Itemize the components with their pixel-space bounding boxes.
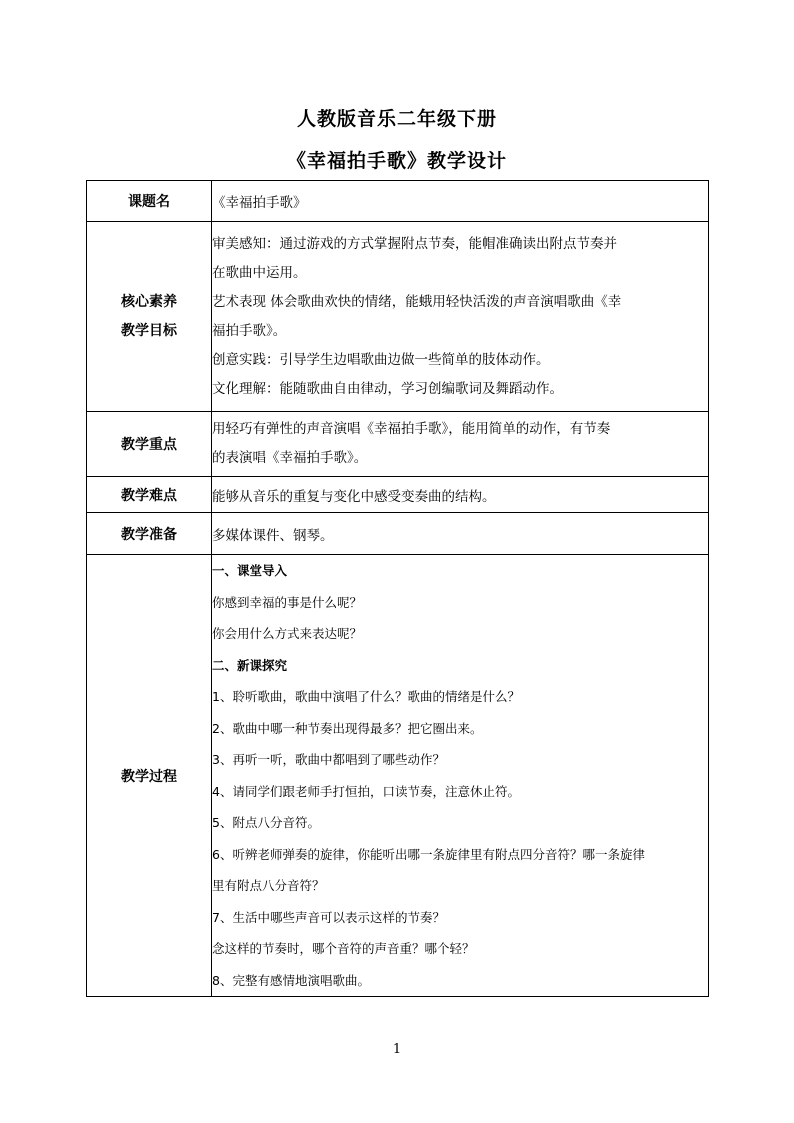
process-line-14: 8、完整有感情地演唱歌曲。 — [212, 972, 370, 988]
process-line-12: 7、生活中哪些声音可以表示这样的节奏？ — [212, 909, 445, 925]
lesson-plan-table — [86, 180, 709, 997]
preparation-label: 教学准备 — [87, 513, 212, 555]
table-row-goals — [87, 222, 709, 412]
table-row-process — [87, 555, 709, 997]
goals-line-4: 福拍手歌》。 — [212, 322, 287, 339]
preparation-value: 多媒体课件、钢琴。 — [212, 513, 709, 555]
key-points-line-1: 用轻巧有弹性的声音演唱《幸福拍手歌》，能用简单的动作，有节奏 — [212, 421, 611, 437]
process-line-4: 二、新课探究 — [212, 657, 288, 673]
goals-label — [87, 222, 212, 412]
document-subtitle: 《幸福拍手歌》教学设计 — [286, 150, 507, 172]
process-line-2: 你感到幸福的事是什么呢？ — [212, 594, 363, 610]
table-row-difficulties — [87, 477, 709, 513]
process-line-13: 念这样的节奏时，哪个音符的声音重？哪个轻？ — [212, 941, 475, 956]
goals-line-1: 审美感知：通过游戏的方式掌握附点节奏，能帽准确读出附点节奏并 — [212, 235, 617, 252]
key-points-content — [212, 412, 709, 477]
process-label: 教学过程 — [87, 555, 212, 997]
process-line-9: 5、附点八分音符。 — [212, 815, 320, 830]
process-line-7: 3、再听一听，歌曲中都唱到了哪些动作？ — [212, 752, 445, 767]
topic-label: 课题名 — [87, 181, 212, 222]
process-line-10: 6、听辨老师弹奏的旋律，你能听出哪一条旋律里有附点四分音符？哪一条旋律 — [212, 846, 645, 862]
goals-label-line-1: 核心素养 — [121, 293, 177, 310]
table-row-preparation — [87, 513, 709, 555]
page-number: 1 — [392, 1042, 402, 1057]
topic-value: 《幸福拍手歌》 — [212, 181, 709, 222]
process-line-3: 你会用什么方式来表达呢？ — [212, 626, 363, 641]
process-line-11: 里有附点八分音符？ — [212, 878, 325, 893]
key-points-line-2: 的表演唱《幸福拍手歌》。 — [212, 450, 368, 466]
process-line-1: 一、课堂导入 — [212, 563, 288, 578]
document-title: 人教版音乐二年级下册 — [296, 108, 497, 130]
process-line-6: 2、歌曲中哪一种节奏出现得最多？把它圈出来。 — [212, 720, 483, 736]
goals-line-2: 在歌曲中运用。 — [212, 264, 307, 281]
key-points-label: 教学重点 — [87, 412, 212, 477]
table-row-topic — [87, 181, 709, 222]
goals-line-3: 艺术表现 体会歌曲欢快的情绪，能蛾用轻快活泼的声音演唱歌曲《幸 — [212, 293, 622, 310]
difficulties-value: 能够从音乐的重复与变化中感受变奏曲的结构。 — [212, 477, 709, 513]
goals-line-5: 创意实践：引导学生边唱歌曲边做一些简单的肢体动作。 — [212, 351, 550, 368]
goals-label-line-2: 教学目标 — [121, 322, 177, 339]
process-content — [212, 555, 709, 997]
process-line-5: 1、聆听歌曲，歌曲中演唱了什么？歌曲的情绪是什么？ — [212, 689, 520, 704]
goals-content — [212, 222, 709, 412]
difficulties-label: 教学难点 — [87, 477, 212, 513]
process-line-8: 4、请同学们跟老师手打恒拍，口读节奏，注意休止符。 — [212, 783, 520, 799]
goals-line-6: 文化理解：能随歌曲自由律动，学习创编歌词及舞蹈动作。 — [212, 380, 563, 397]
table-row-key-points — [87, 412, 709, 477]
